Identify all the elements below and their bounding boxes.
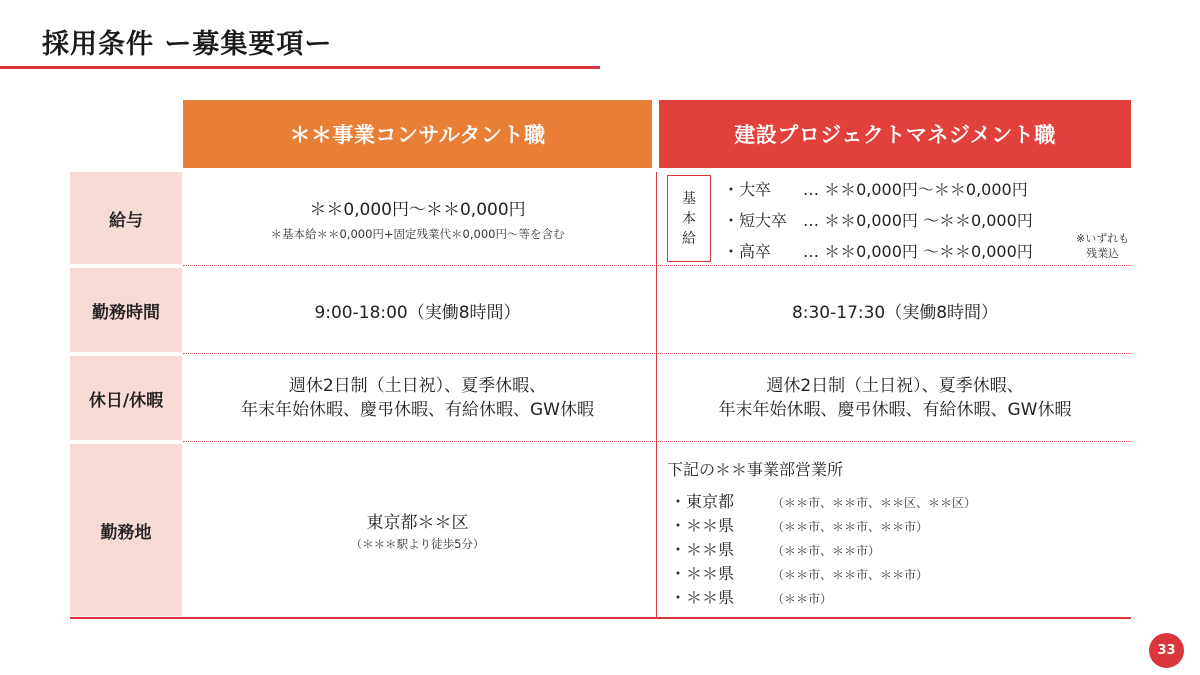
base-salary-box [667, 175, 711, 262]
row-label-location: 勤務地 [70, 444, 182, 616]
salary-item-label: ・高卒 [723, 242, 772, 261]
working-hours: 8:30-17:30（実働8時間） [791, 302, 999, 323]
salary-item [723, 208, 1033, 231]
table-bottom-border [70, 617, 1131, 619]
location-prefecture: ・＊＊県 [670, 516, 735, 535]
salary-note: ＊基本給＊＊0,000円+固定残業代＊0,000円～等を含む [270, 226, 565, 241]
holidays-line: 週休2日制（土日祝）、夏季休暇、 [766, 376, 1024, 396]
base-salary-char: 給 [682, 230, 696, 247]
location-item [670, 585, 832, 608]
location-item [670, 489, 976, 512]
location-cities: （＊＊市） [772, 592, 833, 606]
location-note: （＊＊＊駅より徒歩5分） [350, 537, 485, 551]
hours-cell-construction [659, 268, 1131, 352]
location-main: 東京都＊＊区 [366, 513, 469, 533]
column-header-construction: 建設プロジェクトマネジメント職 [659, 100, 1131, 168]
row-divider [183, 441, 1131, 442]
location-cities: （＊＊市、＊＊市、＊＊市） [772, 520, 929, 534]
location-item [670, 513, 928, 536]
salary-item [723, 177, 1028, 200]
holidays-line: 年末年始休暇、慶弔休暇、有給休暇、GW休暇 [718, 400, 1072, 420]
location-prefecture: ・東京都 [670, 492, 735, 511]
salary-item-value: … ＊＊0,000円 ～＊＊0,000円 [803, 211, 1033, 230]
salary-item [723, 239, 1033, 262]
location-cities: （＊＊市、＊＊市、＊＊区、＊＊区） [772, 496, 977, 510]
base-salary-char: 本 [682, 210, 696, 227]
salary-item-value: … ＊＊0,000円 ～＊＊0,000円 [803, 242, 1033, 261]
location-prefecture: ・＊＊県 [670, 588, 735, 607]
column-divider [656, 172, 657, 618]
base-salary-char: 基 [682, 190, 696, 207]
salary-footnote-line: 残業込 [1086, 247, 1120, 260]
salary-item-label: ・大卒 [723, 180, 772, 199]
salary-item-label: ・短大卒 [723, 211, 788, 230]
holidays-line: 週休2日制（土日祝）、夏季休暇、 [288, 376, 547, 396]
row-label-salary: 給与 [70, 172, 182, 264]
title-underline [0, 66, 600, 69]
salary-footnote-line: ※いずれも [1076, 232, 1130, 245]
salary-item-value: … ＊＊0,000円～＊＊0,000円 [803, 180, 1028, 199]
salary-range: ＊＊0,000円～＊＊0,000円 [309, 199, 526, 220]
salary-cell-consultant [183, 172, 652, 264]
location-item [670, 561, 928, 584]
row-divider [183, 353, 1131, 354]
salary-footnote [1076, 231, 1129, 261]
holidays-cell-construction [659, 356, 1131, 440]
row-label-holidays: 休日/休暇 [70, 356, 182, 440]
holidays-cell-consultant [183, 356, 652, 440]
location-cell-consultant [183, 444, 652, 616]
location-cities: （＊＊市、＊＊市） [772, 544, 881, 558]
holidays-line: 年末年始休暇、慶弔休暇、有給休暇、GW休暇 [241, 400, 594, 420]
column-header-consultant: ＊＊事業コンサルタント職 [183, 100, 652, 168]
row-divider [183, 265, 1131, 266]
location-cities: （＊＊市、＊＊市、＊＊市） [772, 568, 929, 582]
working-hours: 9:00-18:00（実働8時間） [314, 302, 521, 323]
location-heading: 下記の＊＊事業部営業所 [667, 460, 844, 479]
page-number-badge: 33 [1149, 633, 1184, 668]
hours-cell-consultant [183, 268, 652, 352]
location-prefecture: ・＊＊県 [670, 564, 735, 583]
row-label-hours: 勤務時間 [70, 268, 182, 352]
location-prefecture: ・＊＊県 [670, 540, 735, 559]
page-title: 採用条件 ー募集要項ー [42, 29, 333, 60]
location-item [670, 537, 880, 560]
